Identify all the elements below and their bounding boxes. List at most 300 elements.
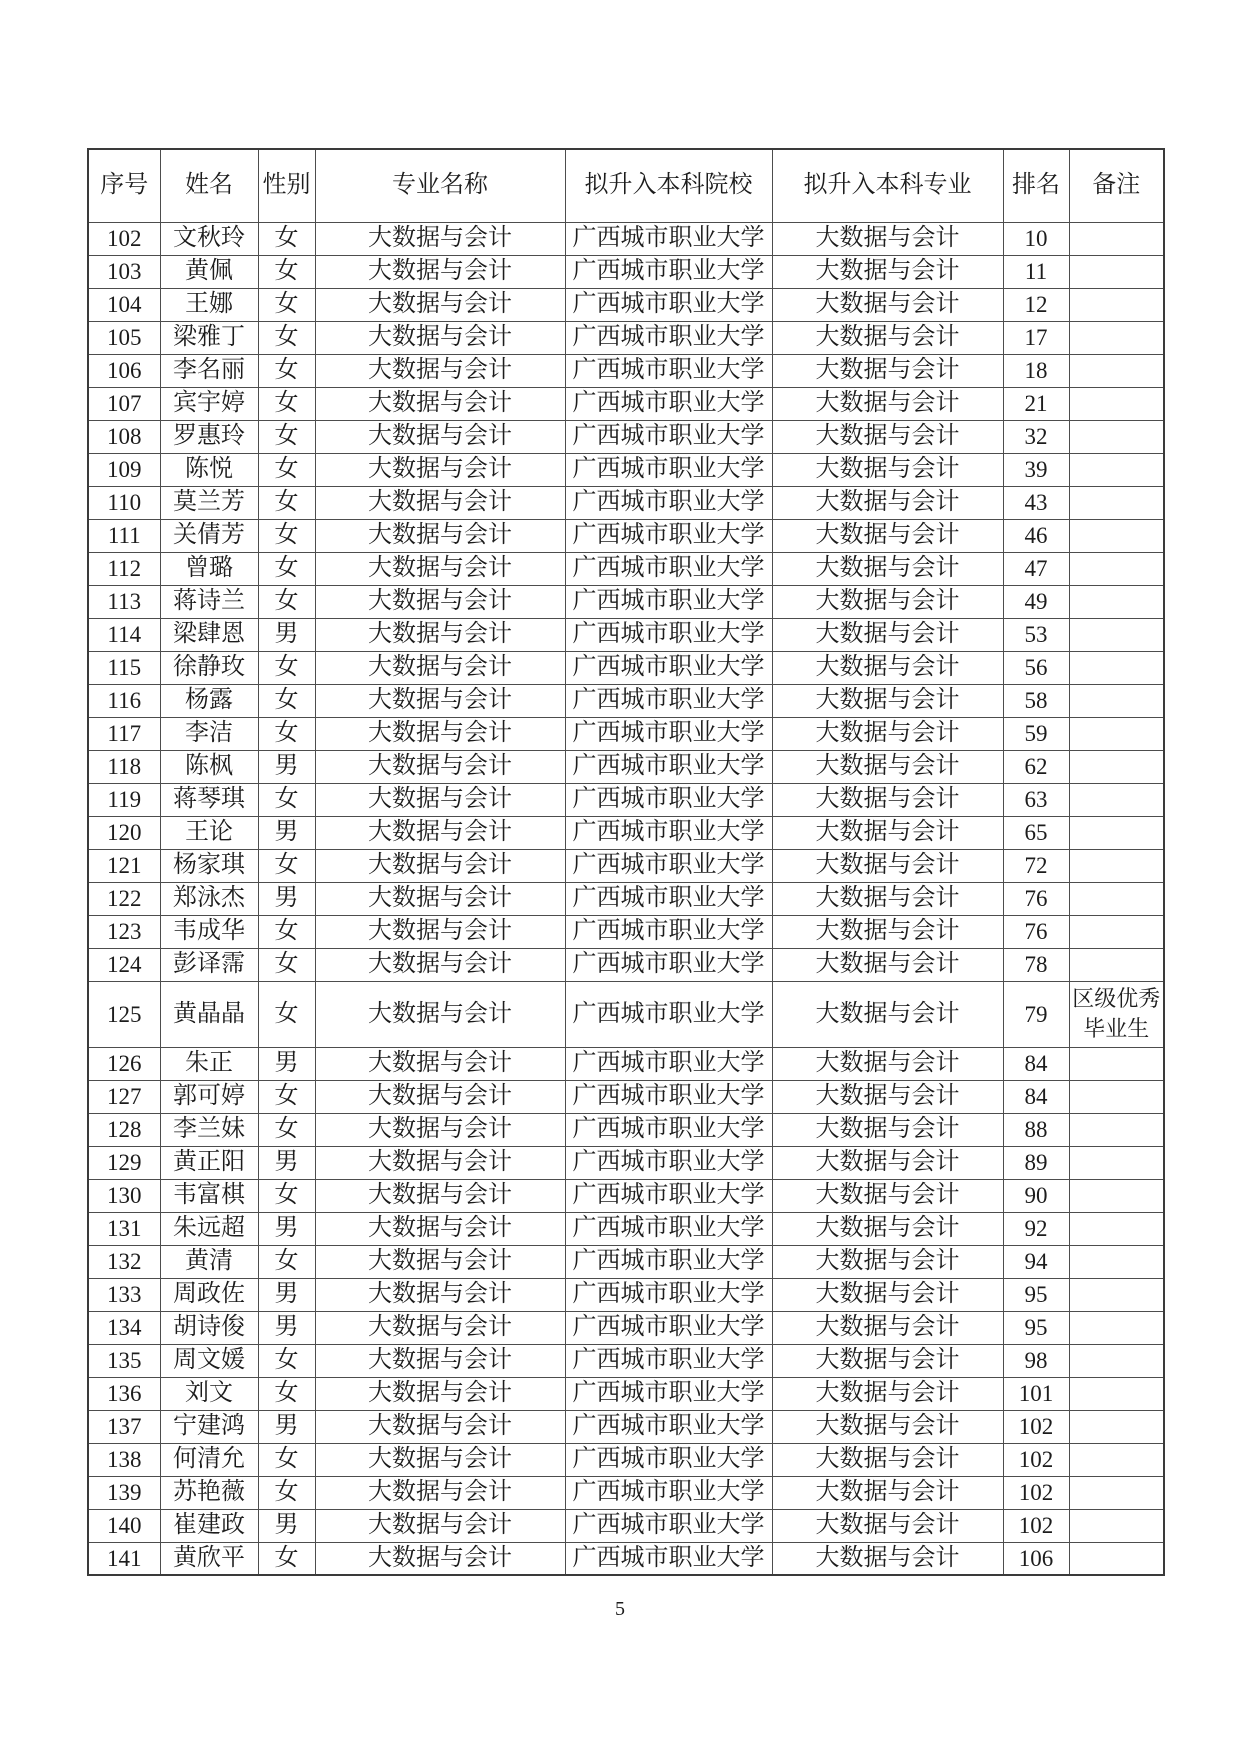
table-row	[88, 1344, 1164, 1377]
cell-college: 广西城市职业大学	[565, 486, 772, 519]
table-row	[88, 618, 1164, 651]
table-row	[88, 915, 1164, 948]
cell-gender: 女	[258, 684, 315, 717]
cell-college: 广西城市职业大学	[565, 783, 772, 816]
cell-no: 104	[88, 288, 160, 321]
cell-note	[1069, 1113, 1164, 1146]
cell-rank: 59	[1003, 717, 1069, 750]
cell-major: 大数据与会计	[315, 816, 565, 849]
cell-gender: 女	[258, 1443, 315, 1476]
cell-name: 曾璐	[160, 552, 258, 585]
cell-rank: 88	[1003, 1113, 1069, 1146]
cell-gender: 男	[258, 882, 315, 915]
cell-major: 大数据与会计	[315, 981, 565, 1047]
cell-target-major: 大数据与会计	[772, 750, 1003, 783]
table-row	[88, 651, 1164, 684]
cell-major: 大数据与会计	[315, 1311, 565, 1344]
cell-gender: 女	[258, 849, 315, 882]
cell-college: 广西城市职业大学	[565, 1278, 772, 1311]
table-row	[88, 519, 1164, 552]
cell-rank: 49	[1003, 585, 1069, 618]
cell-major: 大数据与会计	[315, 1344, 565, 1377]
cell-college: 广西城市职业大学	[565, 1080, 772, 1113]
cell-gender: 男	[258, 816, 315, 849]
cell-name: 黄正阳	[160, 1146, 258, 1179]
column-header-name: 姓名	[160, 149, 258, 222]
cell-rank: 102	[1003, 1509, 1069, 1542]
cell-major: 大数据与会计	[315, 321, 565, 354]
cell-name: 莫兰芳	[160, 486, 258, 519]
cell-college: 广西城市职业大学	[565, 519, 772, 552]
cell-college: 广西城市职业大学	[565, 1542, 772, 1575]
table-row	[88, 717, 1164, 750]
table-row	[88, 882, 1164, 915]
cell-college: 广西城市职业大学	[565, 618, 772, 651]
cell-target-major: 大数据与会计	[772, 288, 1003, 321]
cell-major: 大数据与会计	[315, 222, 565, 255]
cell-gender: 女	[258, 387, 315, 420]
cell-note	[1069, 387, 1164, 420]
cell-name: 胡诗俊	[160, 1311, 258, 1344]
cell-gender: 男	[258, 1509, 315, 1542]
cell-major: 大数据与会计	[315, 651, 565, 684]
cell-gender: 女	[258, 1476, 315, 1509]
cell-name: 韦成华	[160, 915, 258, 948]
cell-no: 117	[88, 717, 160, 750]
cell-gender: 女	[258, 585, 315, 618]
cell-target-major: 大数据与会计	[772, 981, 1003, 1047]
cell-name: 宾宇婷	[160, 387, 258, 420]
cell-rank: 95	[1003, 1278, 1069, 1311]
cell-target-major: 大数据与会计	[772, 783, 1003, 816]
cell-rank: 101	[1003, 1377, 1069, 1410]
cell-gender: 女	[258, 1179, 315, 1212]
cell-major: 大数据与会计	[315, 1377, 565, 1410]
cell-note	[1069, 486, 1164, 519]
column-header-note: 备注	[1069, 149, 1164, 222]
student-roster-table	[87, 148, 1165, 1576]
table-row	[88, 1212, 1164, 1245]
cell-name: 韦富棋	[160, 1179, 258, 1212]
cell-note	[1069, 288, 1164, 321]
cell-college: 广西城市职业大学	[565, 849, 772, 882]
cell-gender: 女	[258, 717, 315, 750]
column-header-target-major: 拟升入本科专业	[772, 149, 1003, 222]
cell-gender: 女	[258, 1113, 315, 1146]
cell-name: 黄晶晶	[160, 981, 258, 1047]
cell-college: 广西城市职业大学	[565, 750, 772, 783]
cell-rank: 90	[1003, 1179, 1069, 1212]
cell-gender: 男	[258, 618, 315, 651]
table-row	[88, 1245, 1164, 1278]
cell-rank: 84	[1003, 1047, 1069, 1080]
cell-target-major: 大数据与会计	[772, 1542, 1003, 1575]
cell-rank: 12	[1003, 288, 1069, 321]
cell-note	[1069, 915, 1164, 948]
cell-college: 广西城市职业大学	[565, 585, 772, 618]
cell-rank: 92	[1003, 1212, 1069, 1245]
cell-name: 李洁	[160, 717, 258, 750]
cell-rank: 62	[1003, 750, 1069, 783]
cell-target-major: 大数据与会计	[772, 651, 1003, 684]
table-row	[88, 585, 1164, 618]
cell-note	[1069, 750, 1164, 783]
cell-name: 黄佩	[160, 255, 258, 288]
table-row	[88, 1113, 1164, 1146]
cell-no: 128	[88, 1113, 160, 1146]
cell-note	[1069, 1476, 1164, 1509]
cell-college: 广西城市职业大学	[565, 717, 772, 750]
cell-major: 大数据与会计	[315, 750, 565, 783]
cell-target-major: 大数据与会计	[772, 354, 1003, 387]
cell-no: 134	[88, 1311, 160, 1344]
cell-gender: 女	[258, 948, 315, 981]
cell-target-major: 大数据与会计	[772, 387, 1003, 420]
cell-note	[1069, 1179, 1164, 1212]
cell-college: 广西城市职业大学	[565, 420, 772, 453]
cell-no: 132	[88, 1245, 160, 1278]
cell-note	[1069, 1212, 1164, 1245]
table-row	[88, 1476, 1164, 1509]
cell-name: 周文媛	[160, 1344, 258, 1377]
cell-no: 138	[88, 1443, 160, 1476]
cell-major: 大数据与会计	[315, 1443, 565, 1476]
table-row	[88, 1146, 1164, 1179]
cell-no: 126	[88, 1047, 160, 1080]
cell-name: 杨家琪	[160, 849, 258, 882]
cell-no: 102	[88, 222, 160, 255]
cell-major: 大数据与会计	[315, 585, 565, 618]
cell-target-major: 大数据与会计	[772, 1410, 1003, 1443]
table-row	[88, 1311, 1164, 1344]
cell-rank: 58	[1003, 684, 1069, 717]
cell-major: 大数据与会计	[315, 420, 565, 453]
cell-no: 136	[88, 1377, 160, 1410]
cell-no: 124	[88, 948, 160, 981]
cell-note	[1069, 1311, 1164, 1344]
cell-rank: 76	[1003, 915, 1069, 948]
cell-no: 115	[88, 651, 160, 684]
cell-note	[1069, 1410, 1164, 1443]
cell-note	[1069, 1245, 1164, 1278]
cell-target-major: 大数据与会计	[772, 321, 1003, 354]
table-row	[88, 1443, 1164, 1476]
cell-note	[1069, 519, 1164, 552]
cell-target-major: 大数据与会计	[772, 1278, 1003, 1311]
cell-gender: 男	[258, 1212, 315, 1245]
cell-note	[1069, 1080, 1164, 1113]
cell-rank: 10	[1003, 222, 1069, 255]
cell-college: 广西城市职业大学	[565, 915, 772, 948]
cell-college: 广西城市职业大学	[565, 1377, 772, 1410]
table-row	[88, 486, 1164, 519]
column-header-college: 拟升入本科院校	[565, 149, 772, 222]
cell-note	[1069, 1278, 1164, 1311]
cell-note	[1069, 255, 1164, 288]
cell-college: 广西城市职业大学	[565, 354, 772, 387]
cell-college: 广西城市职业大学	[565, 1212, 772, 1245]
cell-major: 大数据与会计	[315, 915, 565, 948]
table-header-row	[88, 149, 1164, 222]
cell-name: 黄欣平	[160, 1542, 258, 1575]
cell-college: 广西城市职业大学	[565, 1476, 772, 1509]
cell-rank: 32	[1003, 420, 1069, 453]
cell-no: 106	[88, 354, 160, 387]
cell-no: 123	[88, 915, 160, 948]
cell-major: 大数据与会计	[315, 1146, 565, 1179]
cell-target-major: 大数据与会计	[772, 1443, 1003, 1476]
cell-name: 陈枫	[160, 750, 258, 783]
cell-no: 109	[88, 453, 160, 486]
cell-name: 蒋琴琪	[160, 783, 258, 816]
table-row	[88, 981, 1164, 1047]
table-row	[88, 453, 1164, 486]
cell-target-major: 大数据与会计	[772, 882, 1003, 915]
cell-target-major: 大数据与会计	[772, 948, 1003, 981]
cell-rank: 102	[1003, 1443, 1069, 1476]
table-row	[88, 552, 1164, 585]
cell-target-major: 大数据与会计	[772, 585, 1003, 618]
cell-no: 141	[88, 1542, 160, 1575]
cell-rank: 72	[1003, 849, 1069, 882]
cell-note	[1069, 552, 1164, 585]
cell-target-major: 大数据与会计	[772, 1245, 1003, 1278]
cell-no: 107	[88, 387, 160, 420]
cell-major: 大数据与会计	[315, 783, 565, 816]
cell-major: 大数据与会计	[315, 552, 565, 585]
cell-name: 崔建政	[160, 1509, 258, 1542]
cell-note: 区级优秀毕业生	[1069, 981, 1164, 1047]
cell-no: 135	[88, 1344, 160, 1377]
cell-rank: 56	[1003, 651, 1069, 684]
column-header-major: 专业名称	[315, 149, 565, 222]
cell-no: 113	[88, 585, 160, 618]
cell-rank: 47	[1003, 552, 1069, 585]
cell-major: 大数据与会计	[315, 1080, 565, 1113]
cell-target-major: 大数据与会计	[772, 1377, 1003, 1410]
column-header-rank: 排名	[1003, 149, 1069, 222]
cell-target-major: 大数据与会计	[772, 1311, 1003, 1344]
cell-college: 广西城市职业大学	[565, 981, 772, 1047]
cell-rank: 11	[1003, 255, 1069, 288]
cell-no: 120	[88, 816, 160, 849]
cell-major: 大数据与会计	[315, 1113, 565, 1146]
cell-major: 大数据与会计	[315, 1542, 565, 1575]
cell-no: 119	[88, 783, 160, 816]
cell-note	[1069, 1146, 1164, 1179]
cell-no: 121	[88, 849, 160, 882]
cell-college: 广西城市职业大学	[565, 1344, 772, 1377]
cell-no: 125	[88, 981, 160, 1047]
cell-college: 广西城市职业大学	[565, 453, 772, 486]
table-row	[88, 387, 1164, 420]
cell-no: 118	[88, 750, 160, 783]
cell-no: 127	[88, 1080, 160, 1113]
cell-name: 彭译霈	[160, 948, 258, 981]
cell-name: 关倩芳	[160, 519, 258, 552]
cell-gender: 男	[258, 1047, 315, 1080]
cell-gender: 男	[258, 1146, 315, 1179]
cell-note	[1069, 783, 1164, 816]
cell-name: 梁肆恩	[160, 618, 258, 651]
cell-no: 131	[88, 1212, 160, 1245]
cell-note	[1069, 222, 1164, 255]
cell-gender: 男	[258, 1410, 315, 1443]
cell-no: 111	[88, 519, 160, 552]
cell-target-major: 大数据与会计	[772, 1146, 1003, 1179]
cell-target-major: 大数据与会计	[772, 1179, 1003, 1212]
cell-major: 大数据与会计	[315, 1047, 565, 1080]
cell-college: 广西城市职业大学	[565, 552, 772, 585]
cell-note	[1069, 1377, 1164, 1410]
table-row	[88, 816, 1164, 849]
table-body	[88, 222, 1164, 1575]
cell-rank: 46	[1003, 519, 1069, 552]
cell-college: 广西城市职业大学	[565, 1443, 772, 1476]
cell-no: 130	[88, 1179, 160, 1212]
cell-college: 广西城市职业大学	[565, 1509, 772, 1542]
table-row	[88, 1179, 1164, 1212]
cell-college: 广西城市职业大学	[565, 321, 772, 354]
table-row	[88, 1080, 1164, 1113]
cell-target-major: 大数据与会计	[772, 1080, 1003, 1113]
cell-name: 王论	[160, 816, 258, 849]
cell-major: 大数据与会计	[315, 519, 565, 552]
cell-gender: 女	[258, 1542, 315, 1575]
cell-gender: 女	[258, 1377, 315, 1410]
cell-major: 大数据与会计	[315, 255, 565, 288]
cell-note	[1069, 816, 1164, 849]
table-row	[88, 354, 1164, 387]
page-number: 5	[615, 1598, 625, 1620]
cell-gender: 女	[258, 255, 315, 288]
cell-note	[1069, 585, 1164, 618]
cell-gender: 女	[258, 915, 315, 948]
cell-rank: 76	[1003, 882, 1069, 915]
cell-note	[1069, 453, 1164, 486]
cell-college: 广西城市职业大学	[565, 882, 772, 915]
cell-target-major: 大数据与会计	[772, 717, 1003, 750]
cell-gender: 女	[258, 552, 315, 585]
cell-no: 133	[88, 1278, 160, 1311]
cell-major: 大数据与会计	[315, 1278, 565, 1311]
cell-college: 广西城市职业大学	[565, 1047, 772, 1080]
cell-name: 徐静玫	[160, 651, 258, 684]
cell-no: 105	[88, 321, 160, 354]
cell-major: 大数据与会计	[315, 618, 565, 651]
cell-note	[1069, 651, 1164, 684]
cell-target-major: 大数据与会计	[772, 1476, 1003, 1509]
cell-gender: 女	[258, 321, 315, 354]
cell-name: 陈悦	[160, 453, 258, 486]
cell-name: 蒋诗兰	[160, 585, 258, 618]
cell-gender: 女	[258, 783, 315, 816]
cell-rank: 102	[1003, 1410, 1069, 1443]
cell-name: 苏艳薇	[160, 1476, 258, 1509]
column-header-gender: 性别	[258, 149, 315, 222]
cell-note	[1069, 1047, 1164, 1080]
cell-major: 大数据与会计	[315, 453, 565, 486]
cell-major: 大数据与会计	[315, 486, 565, 519]
cell-name: 周政佐	[160, 1278, 258, 1311]
table-row	[88, 1377, 1164, 1410]
cell-note	[1069, 849, 1164, 882]
cell-college: 广西城市职业大学	[565, 684, 772, 717]
cell-no: 139	[88, 1476, 160, 1509]
cell-rank: 79	[1003, 981, 1069, 1047]
cell-rank: 53	[1003, 618, 1069, 651]
cell-college: 广西城市职业大学	[565, 651, 772, 684]
cell-no: 116	[88, 684, 160, 717]
cell-no: 112	[88, 552, 160, 585]
cell-no: 129	[88, 1146, 160, 1179]
cell-college: 广西城市职业大学	[565, 222, 772, 255]
cell-name: 何清允	[160, 1443, 258, 1476]
cell-major: 大数据与会计	[315, 354, 565, 387]
cell-target-major: 大数据与会计	[772, 552, 1003, 585]
cell-major: 大数据与会计	[315, 1212, 565, 1245]
cell-target-major: 大数据与会计	[772, 1047, 1003, 1080]
cell-note	[1069, 1344, 1164, 1377]
cell-college: 广西城市职业大学	[565, 1311, 772, 1344]
cell-gender: 女	[258, 1080, 315, 1113]
cell-major: 大数据与会计	[315, 387, 565, 420]
table-row	[88, 288, 1164, 321]
cell-major: 大数据与会计	[315, 882, 565, 915]
cell-college: 广西城市职业大学	[565, 1113, 772, 1146]
cell-target-major: 大数据与会计	[772, 684, 1003, 717]
table-row	[88, 321, 1164, 354]
cell-rank: 84	[1003, 1080, 1069, 1113]
cell-no: 108	[88, 420, 160, 453]
cell-gender: 女	[258, 486, 315, 519]
cell-name: 梁雅丁	[160, 321, 258, 354]
cell-name: 朱正	[160, 1047, 258, 1080]
cell-college: 广西城市职业大学	[565, 1146, 772, 1179]
cell-college: 广西城市职业大学	[565, 1410, 772, 1443]
cell-gender: 女	[258, 981, 315, 1047]
cell-gender: 男	[258, 1278, 315, 1311]
cell-note	[1069, 354, 1164, 387]
table-row	[88, 1047, 1164, 1080]
table-row	[88, 1542, 1164, 1575]
cell-name: 郭可婷	[160, 1080, 258, 1113]
table-row	[88, 1509, 1164, 1542]
cell-name: 杨露	[160, 684, 258, 717]
cell-target-major: 大数据与会计	[772, 1344, 1003, 1377]
cell-note	[1069, 948, 1164, 981]
cell-college: 广西城市职业大学	[565, 255, 772, 288]
cell-rank: 21	[1003, 387, 1069, 420]
cell-target-major: 大数据与会计	[772, 486, 1003, 519]
cell-rank: 98	[1003, 1344, 1069, 1377]
cell-rank: 106	[1003, 1542, 1069, 1575]
cell-target-major: 大数据与会计	[772, 915, 1003, 948]
cell-college: 广西城市职业大学	[565, 288, 772, 321]
cell-name: 朱远超	[160, 1212, 258, 1245]
cell-gender: 女	[258, 1344, 315, 1377]
cell-gender: 女	[258, 519, 315, 552]
cell-college: 广西城市职业大学	[565, 387, 772, 420]
cell-rank: 95	[1003, 1311, 1069, 1344]
cell-major: 大数据与会计	[315, 717, 565, 750]
cell-rank: 89	[1003, 1146, 1069, 1179]
cell-gender: 男	[258, 1311, 315, 1344]
cell-target-major: 大数据与会计	[772, 1212, 1003, 1245]
cell-gender: 女	[258, 354, 315, 387]
cell-target-major: 大数据与会计	[772, 519, 1003, 552]
column-header-no: 序号	[88, 149, 160, 222]
